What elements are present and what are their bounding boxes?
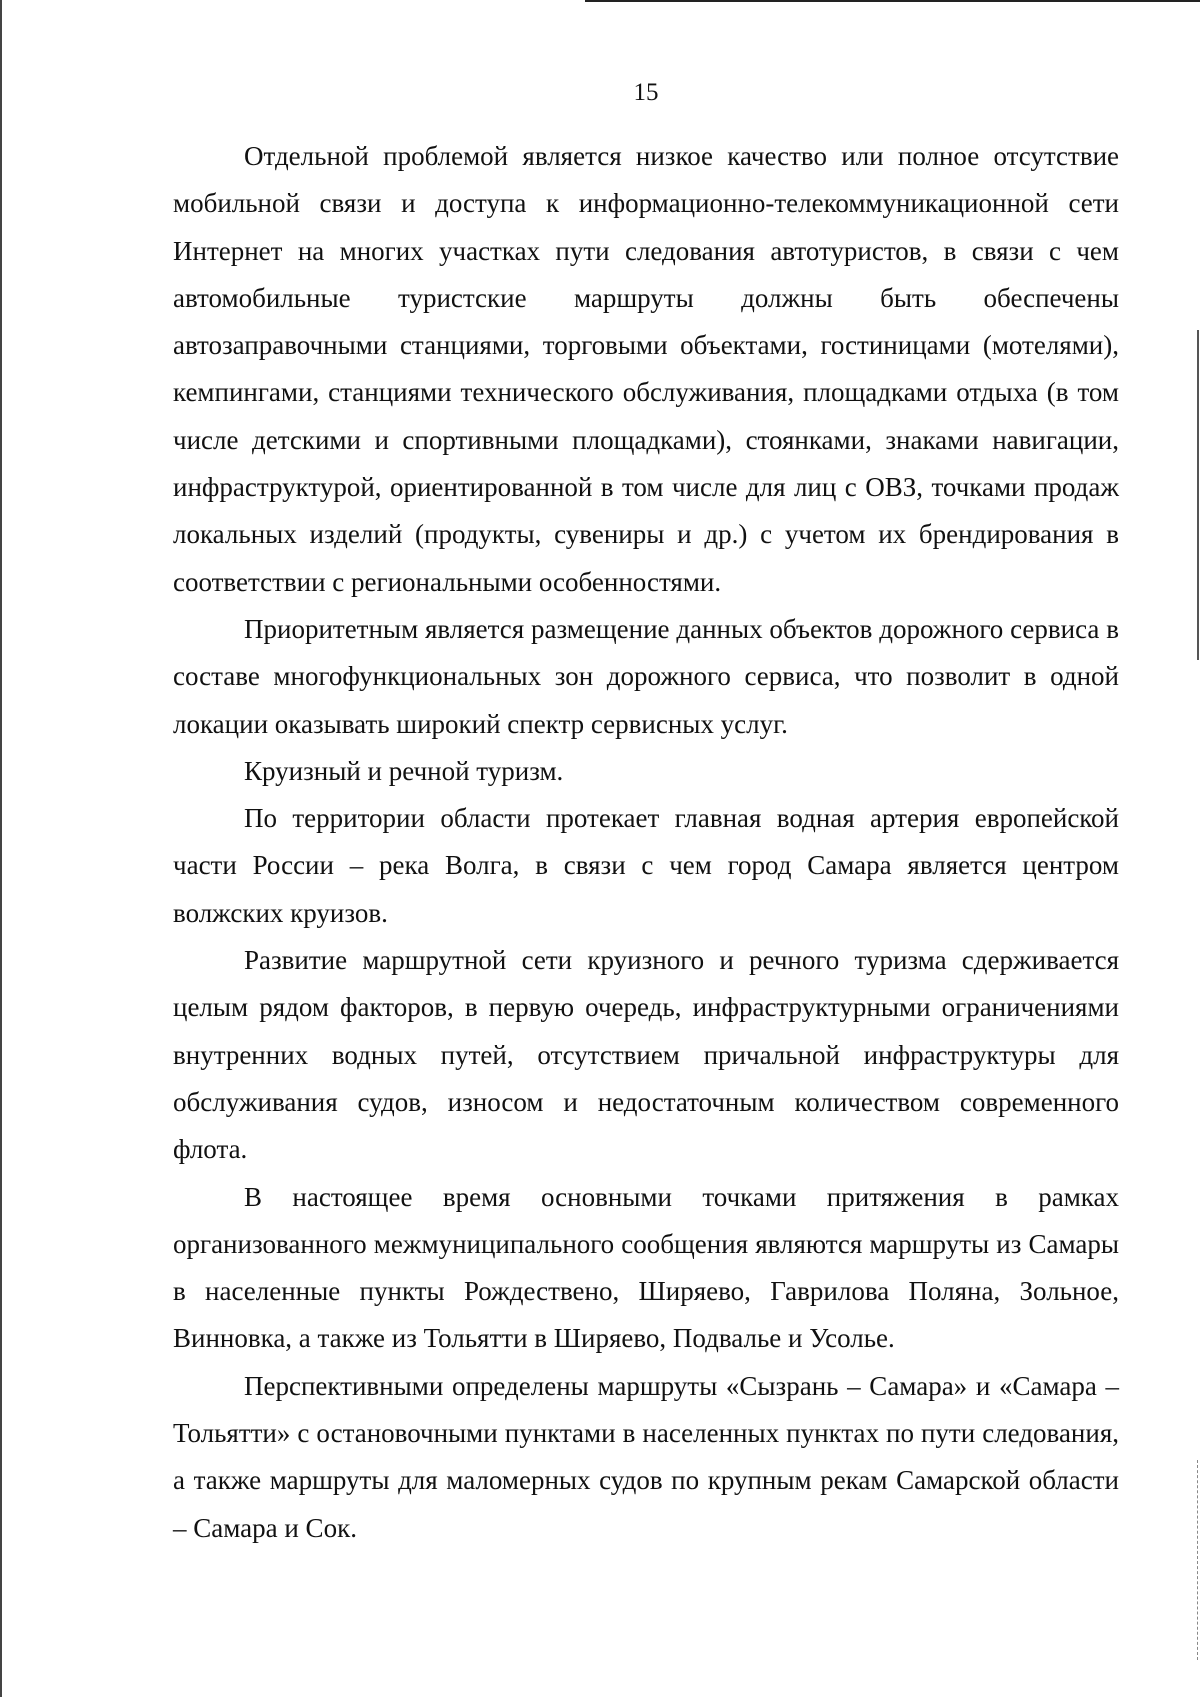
body-text [173, 133, 1119, 1552]
paragraph: Отдельной проблемой является низкое качество или полное отсутствие мобильной связи и доступа к информационно-телекоммуникационной сети Интернет на многих участках пути следования автотуристов, в связи с чем автомобильные туристские маршруты должны быть обеспечены автозаправочными станциями, торговыми объектами, гостиницами (мотелями), кемпингами, станциями технического обслуживания, площадками отдыха (в том числе детскими и спортивными площадками), стоянками, знаками навигации, инфраструктурой, ориентированной в том числе для лиц с ОВЗ, точками продаж локальных изделий (продукты, сувениры и др.) с учетом их брендирования в соответствии с региональными особенностями. [173, 141, 1119, 597]
section-heading: Круизный и речной туризм. [244, 755, 564, 786]
scan-edge-top [585, 0, 1200, 2]
paragraph: По территории области протекает главная водная артерия европейской части России – река Волга, в связи с чем город Самара является центром волжских круизов. [173, 803, 1119, 928]
scan-edge-right-lower [1197, 1460, 1199, 1660]
paragraph: В настоящее время основными точками притяжения в рамках организованного межмуниципального сообщения являются маршруты из Самары в населенные пункты Рождествено, Ширяево, Гаврилова Поляна, Зольное, Винновка, а также из Тольятти в Ширяево, Подвалье и Усолье. [173, 1181, 1119, 1354]
page-number: 15 [633, 79, 659, 106]
paragraph: Приоритетным является размещение данных объектов дорожного сервиса в составе многофункциональных зон дорожного сервиса, что позволит в одной локации оказывать широкий спектр сервисных услуг. [173, 613, 1119, 739]
paragraph: Перспективными определены маршруты «Сызрань – Самара» и «Самара – Тольятти» с остановочными пунктами в населенных пунктах по пути следования, а также маршруты для маломерных судов по крупным рекам Самарской области – Самара и Сок. [173, 1370, 1119, 1543]
paragraph: Развитие маршрутной сети круизного и речного туризма сдерживается целым рядом факторов, в первую очередь, инфраструктурными ограничениями внутренних водных путей, отсутствием причальной инфраструктуры для обслуживания судов, износом и недостаточным количеством современного флота. [173, 945, 1119, 1165]
scan-edge-left [0, 0, 2, 1697]
scan-edge-right [1197, 330, 1199, 660]
